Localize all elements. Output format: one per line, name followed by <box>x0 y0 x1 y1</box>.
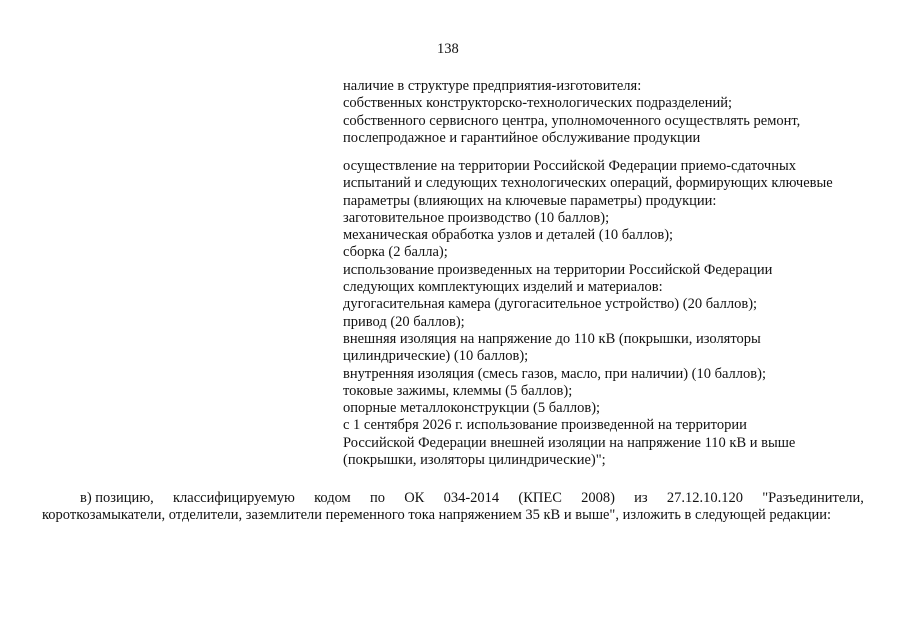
text-line: токовые зажимы, клеммы (5 баллов); <box>343 382 573 399</box>
requirements-block-2 <box>343 158 863 469</box>
requirements-block-1 <box>343 78 863 147</box>
text-line: испытаний и следующих технологических операций, формирующих ключевые <box>343 175 833 192</box>
word: 034-2014 <box>443 490 500 506</box>
word: 2008) <box>581 490 615 506</box>
text-line: наличие в структуре предприятия-изготовителя: <box>343 78 642 94</box>
word: в) позицию, <box>80 490 154 506</box>
text-line: сборка (2 балла); <box>343 244 448 261</box>
word: по <box>369 490 385 506</box>
text-line: дугогасительная камера (дугогасительное устройство) (20 баллов); <box>343 296 758 313</box>
text-line: цилиндрические) (10 баллов); <box>343 348 529 365</box>
text-line: с 1 сентября 2026 г. использование произведенной на территории <box>343 417 747 434</box>
word: 27.12.10.120 <box>666 490 743 506</box>
word: (КПЕС <box>518 490 562 506</box>
text-line: заготовительное производство (10 баллов); <box>343 209 610 226</box>
text-line: следующих комплектующих изделий и материалов: <box>343 279 663 296</box>
text-line: собственных конструкторско-технологических подразделений; <box>343 95 733 112</box>
word: "Разъединители, <box>762 490 864 506</box>
text-line: внешняя изоляция на напряжение до 110 кВ (покрышки, изоляторы <box>343 330 761 347</box>
text-line: (покрышки, изоляторы цилиндрические)"; <box>343 452 606 469</box>
text-line: Российской Федерации внешней изоляции на напряжение 110 кВ и выше <box>343 434 796 451</box>
text-line: осуществление на территории Российской Федерации приемо-сдаточных <box>343 158 796 174</box>
text-line: использование произведенных на территории Российской Федерации <box>343 261 773 278</box>
text-line: опорные металлоконструкции (5 баллов); <box>343 400 601 417</box>
justified-line <box>42 490 864 507</box>
text-line: послепродажное и гарантийное обслуживание продукции <box>343 129 701 146</box>
text-line: собственного сервисного центра, уполномоченного осуществлять ремонт, <box>343 112 801 129</box>
text-line: механическая обработка узлов и деталей (10 баллов); <box>343 227 674 244</box>
text-line: привод (20 баллов); <box>343 313 465 330</box>
word: ОК <box>404 490 425 506</box>
word: из <box>634 490 648 506</box>
word: классифицируемую <box>173 490 295 506</box>
page-number: 138 <box>437 41 459 57</box>
text-line: короткозамыкатели, отделители, заземлители переменного тока напряжением 35 кВ и выше", изложить в следующей редакции: <box>42 507 832 524</box>
text-line: внутренняя изоляция (смесь газов, масло, при наличии) (10 баллов); <box>343 365 766 382</box>
word: кодом <box>314 490 351 506</box>
amendment-paragraph <box>42 490 864 525</box>
text-line: параметры (влияющих на ключевые параметры) продукции: <box>343 192 717 209</box>
